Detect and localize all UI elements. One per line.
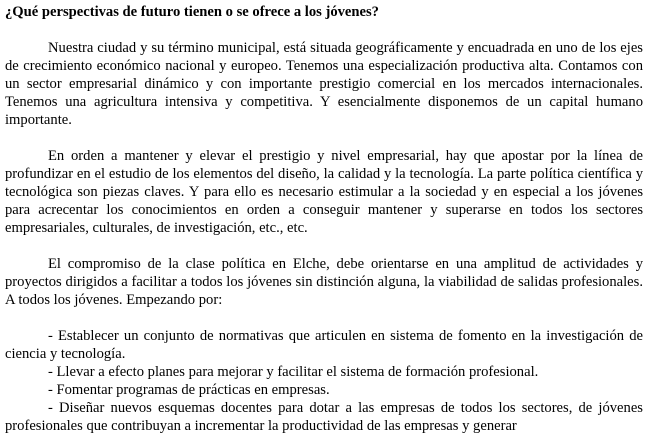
document-page [5, 3, 643, 435]
list-item: - Fomentar programas de prácticas en empresas. [48, 382, 330, 398]
measures-list [5, 327, 643, 435]
paragraph-2: En orden a mantener y elevar el prestigio y nivel empresarial, hay que apostar por la línea de profundizar en el estudio de los elementos del diseño, la calidad y la tecnología. La parte política científica y tecnológica son piezas claves. Y para ello es necesario estimular a la sociedad y en especial a los jóvenes para acrecentar los conocimientos en orden a conseguir mantener y superarse en todos los sectores empresariales, culturales, de investigación, etc., etc. [5, 148, 643, 236]
document-title: ¿Qué perspectivas de futuro tienen o se ofrece a los jóvenes? [5, 4, 379, 20]
paragraph-1: Nuestra ciudad y su término municipal, está situada geográficamente y encuadrada en uno de los ejes de crecimiento económico nacional y europeo. Tenemos una especialización productiva alta. Contamos con un sector empresarial dinámico y con importante prestigio comercial en los mercados internacionales. Tenemos una agricultura intensiva y competitiva. Y esencialmente disponemos de un capital humano importante. [5, 40, 643, 128]
list-item: - Llevar a efecto planes para mejorar y facilitar el sistema de formación profesional. [48, 364, 539, 380]
list-item: - Diseñar nuevos esquemas docentes para dotar a las empresas de todos los sectores, de jóvenes profesionales que contribuyan a incrementar la productividad de las empresas y generar [5, 400, 643, 434]
list-item: - Establecer un conjunto de normativas que articulen en sistema de fomento en la investigación de ciencia y tecnología. [5, 328, 643, 362]
paragraph-3: El compromiso de la clase política en Elche, debe orientarse en una amplitud de actividades y proyectos dirigidos a facilitar a todos los jóvenes sin distinción alguna, la viabilidad de salidas profesionales. A todos los jóvenes. Empezando por: [5, 256, 643, 308]
